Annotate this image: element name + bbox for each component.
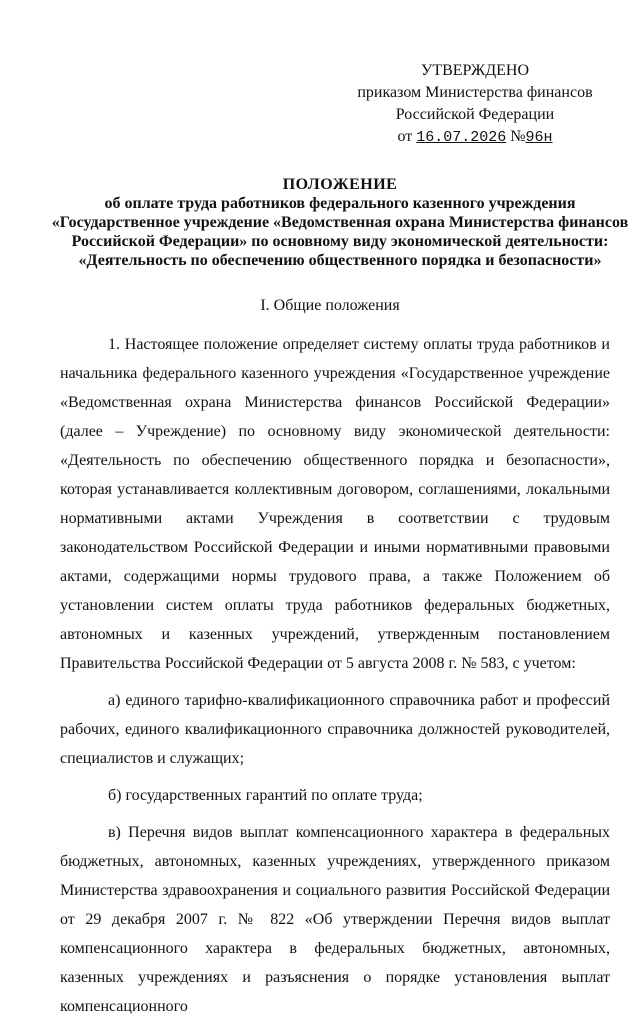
title-main: ПОЛОЖЕНИЕ [282,176,398,193]
approval-from-prefix: от [397,128,413,145]
title-line-1: об оплате труда работников федерального казенного учреждения [104,195,576,212]
paragraph-3: б) государственных гарантий по оплате труда; [108,787,423,804]
approval-heading: УТВЕРЖДЕНО [420,62,529,79]
approval-stamp [330,60,620,149]
paragraph-2: а) единого тарифно-квалификационного справочника работ и профессий рабочих, единого квалификационного справочника должностей руководителей, специалистов и служащих; [60,692,610,767]
title-line-3: Российской Федерации» по основному виду экономической деятельности: [71,233,609,250]
title-line-4: «Деятельность по обеспечению общественного порядка и безопасности» [78,252,602,269]
approval-date-line [330,126,620,149]
approval-number: 96н [525,129,553,146]
title-line-2: «Государственное учреждение «Ведомственная охрана Министерства финансов [51,214,629,231]
paragraph-4: в) Перечня видов выплат компенсационного характера в федеральных бюджетных, автономных, казенных учреждениях, утвержденного приказом Министерства здравоохранения и социального развития Российской Федерации от 29 декабря 2007 г. № 822 «Об утверждении Перечня видов выплат компенсационного характера в федеральных бюджетных, автономных, казенных учреждениях и разъяснения о порядке установления выплат компенсационного [60,824,610,1015]
approval-number-prefix: № [510,128,526,145]
document-body [60,330,610,1021]
paragraph-1: 1. Настоящее положение определяет систему оплаты труда работников и начальника федерального казенного учреждения «Государственное учреждение «Ведомственная охрана Министерства финансов Российской Федерации» (далее – Учреждение) по основному виду экономической деятельности: «Деятельность по обеспечению общественного порядка и безопасности», которая устанавливается коллективным договором, соглашениями, локальными нормативными актами Учреждения в соответствии с трудовым законодательством Российской Федерации и иными нормативными правовыми актами, содержащими нормы трудового права, а также Положением об установлении систем оплаты труда работников федеральных бюджетных, автономных и казенных учреждений, утвержденным постановлением Правительства Российской Федерации от 5 августа 2008 г. № 583, с учетом: [60,336,610,672]
approval-line-2: Российской Федерации [395,106,555,123]
document-title [40,175,640,270]
approval-date: 16.07.2026 [416,129,507,146]
approval-line-1: приказом Министерства финансов [357,84,593,101]
section-heading: I. Общие положения [260,297,400,314]
